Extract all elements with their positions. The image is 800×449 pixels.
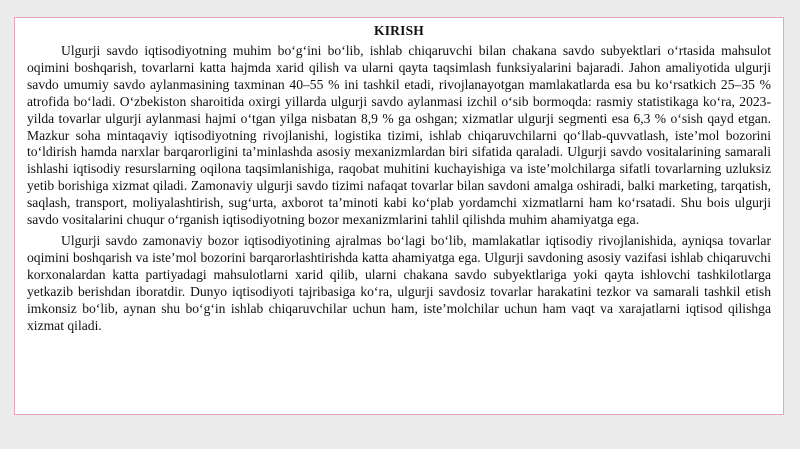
paragraph-2: Ulgurji savdo zamonaviy bozor iqtisodiyotining ajralmas bo‘lagi bo‘lib, mamlakatlar iqtisodiy rivojlanishida, ayniqsa tovarlar oqimini boshqarish va iste’mol bozorini barqarorlashtirishda katta ahamiyatga ega. Ulgurji savdoning asosiy vazifasi ishlab chiqaruvchi korxonalardan katta partiyadagi mahsulotlarni xarid qilib, ularni chakana savdo subyektlariga yoki qayta ishlovchi tashkilotlarga yetkazib berishdan iboratdir. Dunyo iqtisodiyoti tajribasiga ko‘ra, ulgurji savdosiz tovarlar harakatini tezkor va samarali tashkil etish imkonsiz bo‘lib, aynan shu bo‘g‘in ishlab chiqaruvchilar uchun ham, iste’molchilar uchun ham vaqt va xarajatlarni iqtisod qilishga xizmat qiladi.: [27, 232, 771, 333]
document-page: [14, 17, 784, 415]
paragraph-1: Ulgurji savdo iqtisodiyotning muhim bo‘g‘ini bo‘lib, ishlab chiqaruvchi bilan chakana savdo subyektlari o‘rtasida mahsulot oqimini boshqarish, tovarlarni katta hajmda xarid qilish va ularni qayta taqsimlash funksiyalarini bajaradi. Jahon amaliyotida ulgurji savdo umumiy savdo aylanmasining taxminan 40–55 % ini tashkil etadi, rivojlanayotgan mamlakatlarda esa bu ko‘rsatkich 25–35 % atrofida bo‘ladi. O‘zbekiston sharoitida oxirgi yillarda ulgurji savdo aylanmasi izchil o‘sib bormoqda: rasmiy statistikaga ko‘ra, 2023-yilda tovarlar ulgurji aylanmasi hajmi o‘tgan yilga nisbatan 8,9 % ga oshgan; xizmatlar ulgurji segmenti esa 6,3 % o‘sish qayd etgan. Mazkur soha mintaqaviy iqtisodiyotning rivojlanishi, logistika tizimi, ishlab chiqaruvchilarni qo‘llab-quvvatlash, iste’mol bozorini to‘ldirish hamda narxlar barqarorligini ta’minlashda asosiy mexanizmlardan biri sifatida qaraladi. Ulgurji savdo vositalarining samarali ishlashi iqtisodiy resurslarning oqilona taqsimlanishiga, raqobat muhitini kuchayishiga va iste’molchilarga sifatli tovarlarning uzluksiz yetib borishiga xizmat qiladi. Zamonaviy ulgurji savdo tizimi nafaqat tovarlar bilan savdoni amalga oshiradi, balki marketing, tarqatish, saqlash, transport, moliyalashtirish, sug‘urta, axborot ta’minoti kabi ko‘plab yordamchi xizmatlarni ham ko‘rsatadi. Shu bois ulgurji savdo vositalarini chuqur o‘rganish iqtisodiyotning bozor mexanizmlarini tahlil qilishda muhim ahamiyatga ega.: [27, 43, 771, 228]
document-title: KIRISH: [374, 23, 424, 38]
